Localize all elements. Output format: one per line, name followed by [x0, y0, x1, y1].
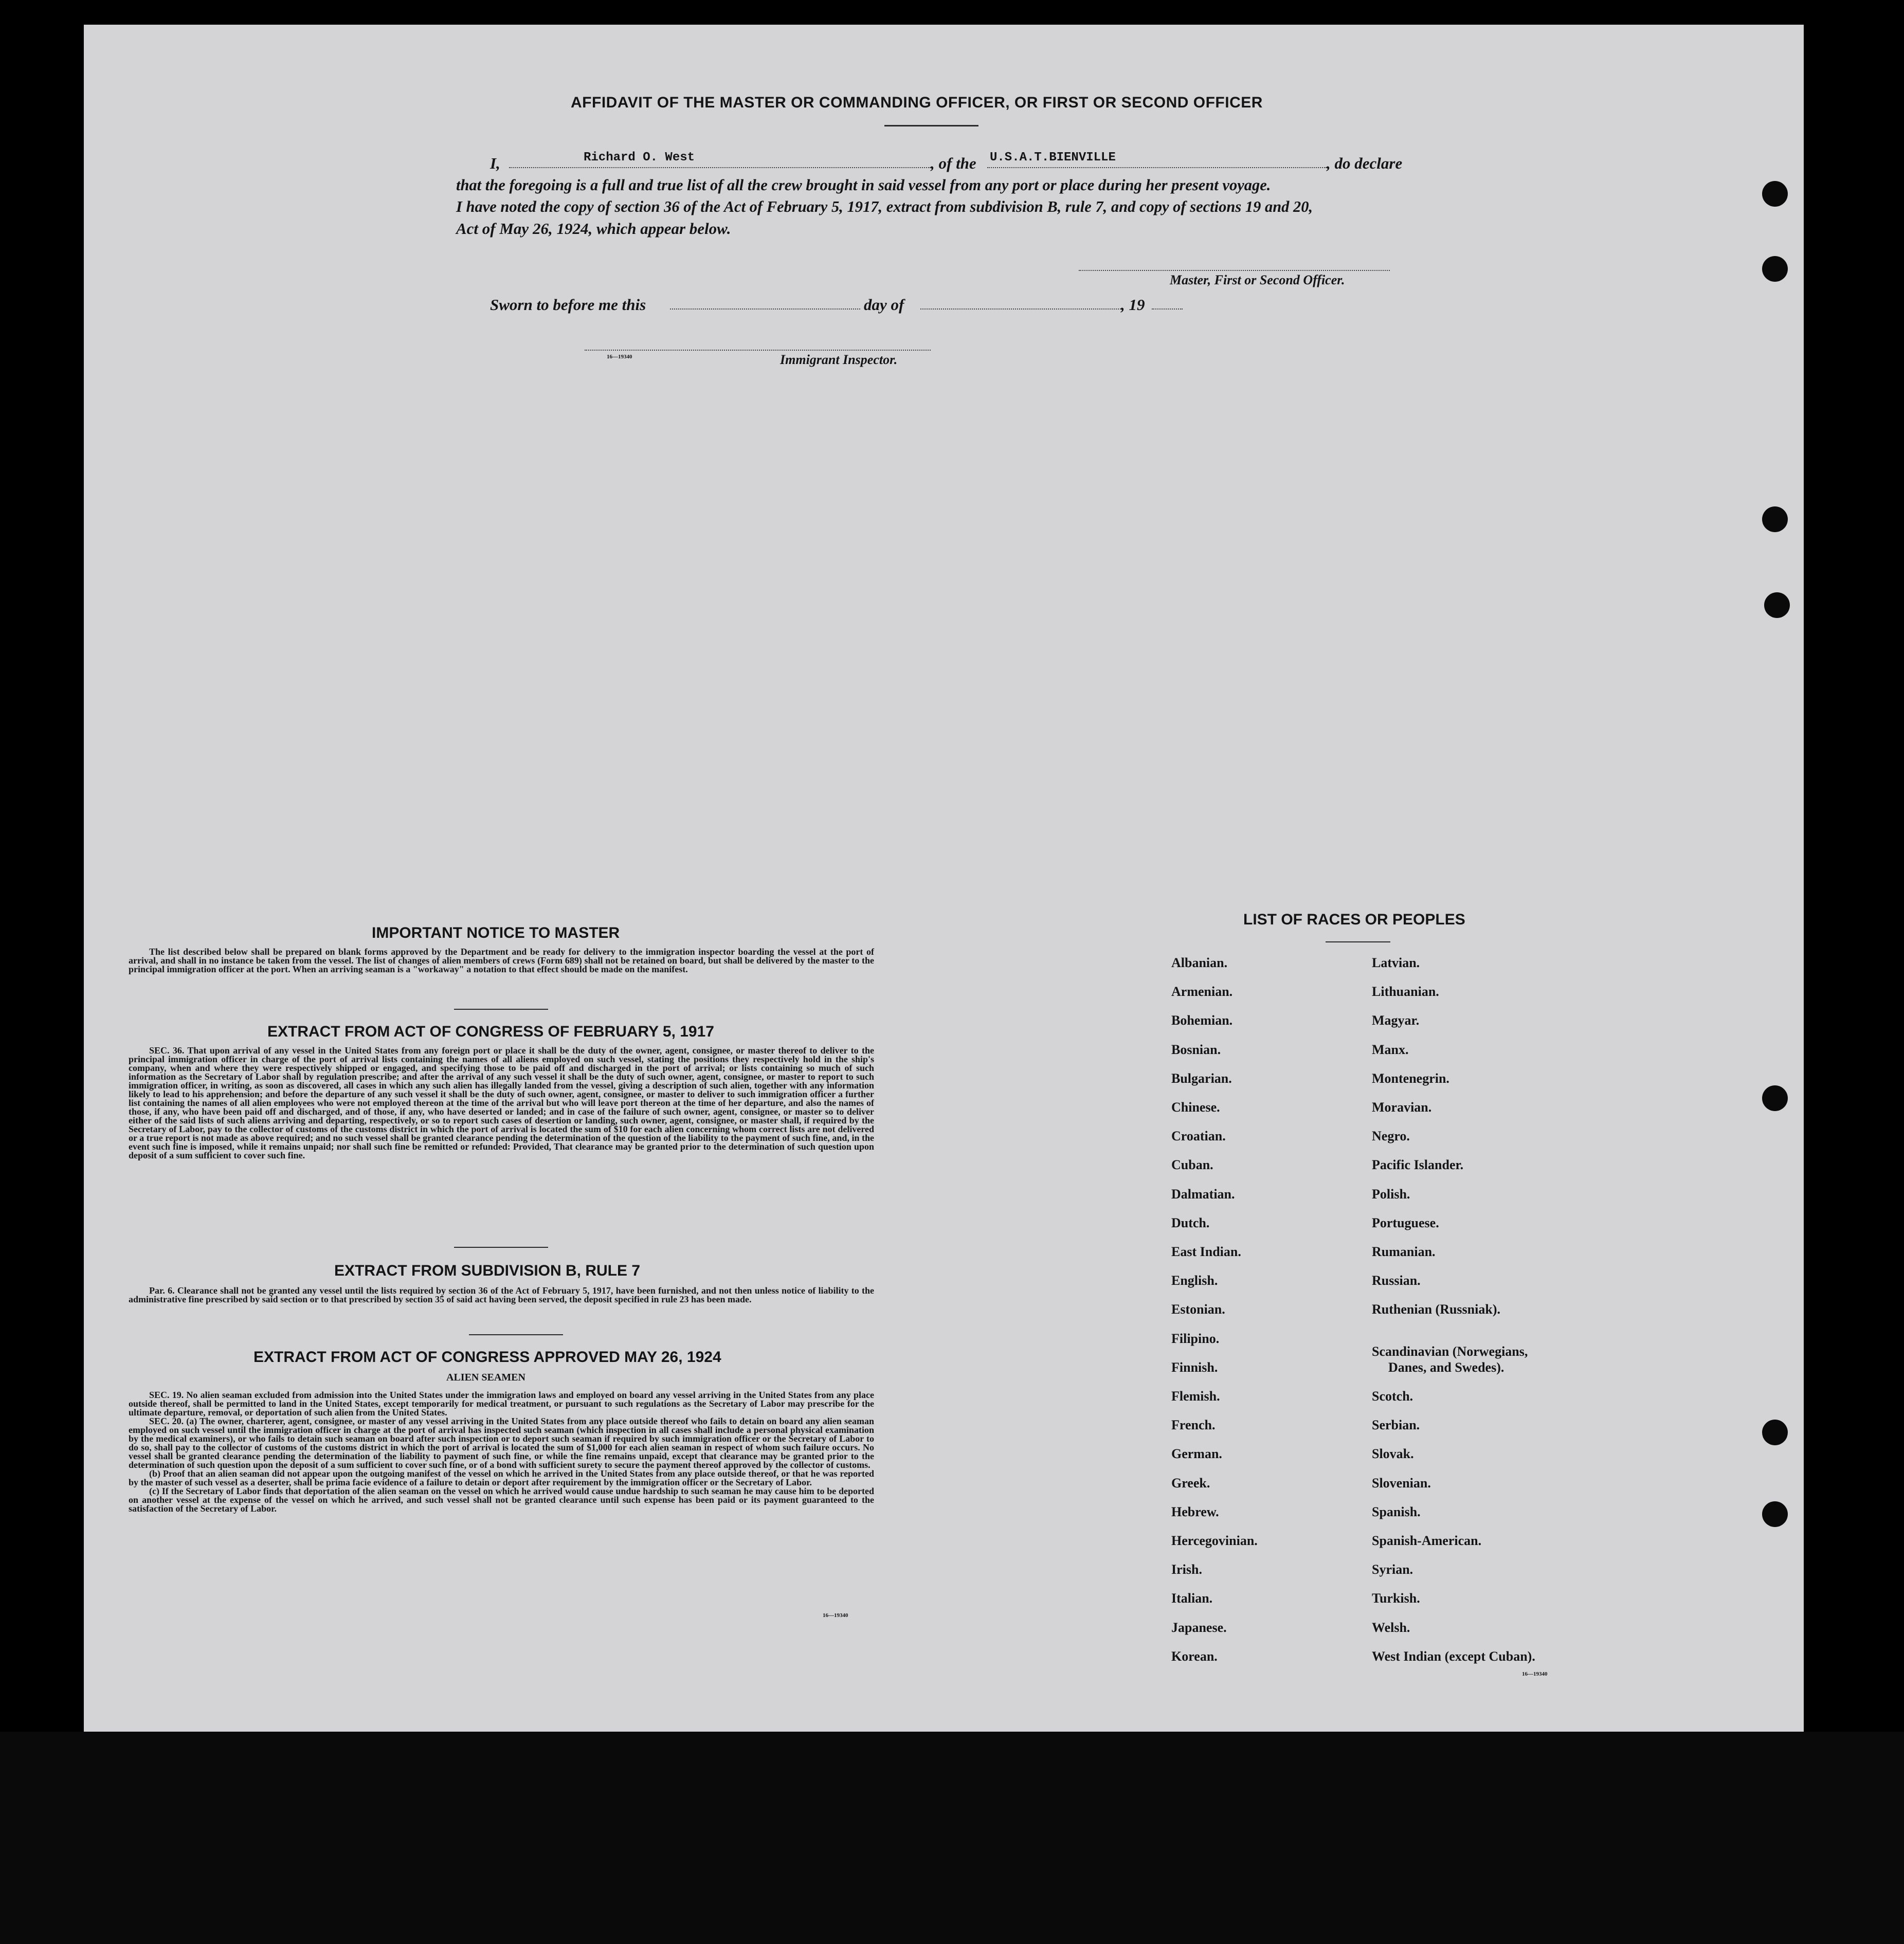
race-item: Russian.: [1372, 1273, 1421, 1288]
sworn-year-line: [1152, 308, 1183, 310]
affidavit-form-number: 16—19340: [607, 354, 632, 360]
race-item: Polish.: [1372, 1186, 1410, 1202]
race-item: Ruthenian (Russniak).: [1372, 1302, 1500, 1317]
race-item: Slovak.: [1372, 1446, 1414, 1462]
race-item: English.: [1171, 1273, 1218, 1288]
sworn-label: Sworn to before me this: [490, 296, 646, 314]
race-item: Flemish.: [1171, 1389, 1220, 1404]
binder-hole: [1762, 1501, 1788, 1527]
affidavit-title: AFFIDAVIT OF THE MASTER OR COMMANDING OFFICER, OR FIRST OR SECOND OFFICER: [571, 94, 1263, 111]
rule-7-text: [129, 1286, 874, 1304]
section-20c-paragraph: (c) If the Secretary of Labor finds that deportation of the alien seaman on the vessel on which he arrived would cause undue hardship to such seaman he may cause him to be deported on another vessel at the expense of the vessel on which he arrived, and such vessel shall not be granted clearance until such expense has been paid or its payment guaranteed to the satisfaction of the Secretary of Labor.: [129, 1486, 874, 1514]
race-item: Chinese.: [1171, 1100, 1220, 1115]
race-item: Albanian.: [1171, 955, 1228, 970]
race-item: Dalmatian.: [1171, 1186, 1235, 1202]
race-item: Hebrew.: [1171, 1504, 1219, 1519]
race-item: Bulgarian.: [1171, 1070, 1232, 1086]
race-item: Finnish.: [1171, 1359, 1218, 1375]
race-item: Welsh.: [1372, 1620, 1410, 1635]
master-name: Richard O. West: [584, 151, 695, 165]
divider: [454, 1247, 548, 1248]
affidavit-line-3: I have noted the copy of section 36 of the Act of February 5, 1917, extract from subdivision B, rule 7, and copy of sections 19 and 20,: [456, 198, 1313, 215]
race-item: Spanish.: [1372, 1504, 1421, 1519]
races-title: LIST OF RACES OR PEOPLES: [1243, 911, 1465, 928]
race-item: Estonian.: [1171, 1302, 1225, 1317]
binder-hole: [1762, 1085, 1788, 1111]
race-item: Hercegovinian.: [1171, 1533, 1258, 1548]
race-item: Latvian.: [1372, 955, 1420, 970]
divider: [469, 1334, 563, 1335]
divider: [1326, 941, 1390, 942]
section-20a-paragraph: SEC. 20. (a) The owner, charterer, agent, consignee, or master of any vessel arriving in the United States from any place outside thereof who fails to detain on board any alien seaman employed on such vessel until the immigration officer in charge at the port of arrival has inspected such seaman (which inspection in all cases shall include a personal physical examination by the medical examiners), or who fails to detain such seaman on board after such inspection or to deport such seaman if required by such immigration officer or the Secretary of Labor to do so, shall pay to the collector of customs of the customs district in which the port of arrival is located the sum of $1,000 for each alien seaman in respect of whom such failure occurs. No vessel shall be granted clearance pending the determination of the liability to payment of such fine, or while the fine remains unpaid, except that clearance may be granted prior to the determination of such question upon the deposit of a sum sufficient to cover such fine, or of a bond with sufficient surety to secure the payment thereof approved by the collector of customs.: [129, 1416, 874, 1470]
sworn-month-line: [920, 308, 1121, 310]
notice-paragraph: The list described below shall be prepared on blank forms approved by the Department and be ready for delivery to the immigration inspector boarding the vessel at the port of arrival, and shall in no instance be taken from the vessel. The list of changes of alien members of crews (Form 689) shall not be retained on board, but shall be delivered by the master to the principal immigration officer at the port. When an arriving seaman is a "workaway" a notation to that effect should be made on the manifest.: [129, 947, 874, 974]
race-item: Portuguese.: [1372, 1215, 1439, 1230]
notice-text: [129, 948, 874, 974]
affidavit-line-2: that the foregoing is a full and true list of all the crew brought in said vessel from any port or place during her present voyage.: [456, 176, 1271, 194]
divider: [884, 125, 978, 126]
race-item: Dutch.: [1171, 1215, 1210, 1230]
name-field-line: [509, 167, 931, 168]
race-item: West Indian (except Cuban).: [1372, 1648, 1535, 1664]
race-item: East Indian.: [1171, 1244, 1241, 1259]
race-item: Negro.: [1372, 1129, 1410, 1144]
race-item: Italian.: [1171, 1591, 1213, 1606]
race-item: Japanese.: [1171, 1620, 1227, 1635]
race-item: Pacific Islander.: [1372, 1157, 1464, 1173]
race-item: Serbian.: [1372, 1418, 1420, 1433]
races-form-number: 16—19340: [1522, 1671, 1548, 1677]
rule-7-title: EXTRACT FROM SUBDIVISION B, RULE 7: [334, 1262, 641, 1279]
race-item: Danes, and Swedes).: [1388, 1359, 1504, 1375]
binder-hole: [1762, 181, 1788, 207]
race-item: Korean.: [1171, 1648, 1218, 1664]
signature-label: Master, First or Second Officer.: [1170, 272, 1345, 287]
race-item: Irish.: [1171, 1562, 1202, 1577]
binder-hole: [1762, 506, 1788, 532]
binder-hole: [1764, 592, 1790, 618]
race-item: Rumanian.: [1372, 1244, 1436, 1259]
affidavit-i: I,: [490, 154, 500, 172]
race-item: Slovenian.: [1372, 1475, 1431, 1491]
race-item: German.: [1171, 1446, 1222, 1462]
section-36-paragraph: SEC. 36. That upon arrival of any vessel in the United States from any foreign port or place it shall be the duty of the owner, agent, consignee, or master thereof to deliver to the principal immigration officer in charge of the port of arrival lists containing the names of all aliens employed on such vessel, stating the positions they respectively hold in the ship's company, when and where they were respectively shipped or engaged, and specifying those to be paid off and discharged in the port of arrival; or lists containing so much of such information as the Secretary of Labor shall by regulation prescribe; and after the arrival of any such vessel it shall be the duty of such owner, agent, consignee, or master to report to such immigration officer, in writing, as soon as discovered, all cases in which any such alien has illegally landed from the vessel, giving a description of such alien, together with any information likely to lead to his apprehension; and before the departure of any such vessel it shall be the duty of such owner, agent, consignee, or master to deliver to such immigration officer a further list containing the names of all alien employees who were not employed thereon at the time of the arrival but who will leave port thereon at the time of her departure, and also the names of those, if any, who have been paid off and discharged, and of those, if any, who have deserted or landed; and in case of the failure of such owner, agent, consignee, or master so to deliver either of the said lists of such aliens arriving and departing, respectively, or so to report such cases of desertion or landing, such owner, agent, consignee, or master shall, if required by the Secretary of Labor, pay to the collector of customs of the customs district in which the port of arrival is located the sum of $10 for each alien concerning whom correct lists are not delivered or a true report is not made as above required; and no such vessel shall be granted clearance pending the determination of the question of the liability to the payment of such fine, and, in the event such fine is imposed, while it remains unpaid; nor shall such fine be remitted or refunded: Provided, That clearance may be granted prior to the determination of such question upon deposit of a sum sufficient to cover such fine.: [129, 1045, 874, 1160]
scan-background: [0, 1732, 1904, 1944]
inspector-signature-line: [585, 350, 931, 351]
race-item: Moravian.: [1372, 1100, 1432, 1115]
race-item: Syrian.: [1372, 1562, 1413, 1577]
signature-line: [1079, 270, 1390, 271]
race-item: Magyar.: [1372, 1013, 1420, 1028]
race-item: Montenegrin.: [1372, 1070, 1449, 1086]
vessel-name: U.S.A.T.BIENVILLE: [990, 151, 1116, 165]
race-item: Scandinavian (Norwegians,: [1372, 1343, 1528, 1359]
race-item: Armenian.: [1171, 984, 1233, 1000]
race-item: Scotch.: [1372, 1389, 1413, 1404]
race-item: Filipino.: [1171, 1331, 1220, 1346]
of-the-label: , of the: [931, 154, 976, 172]
divider: [454, 1009, 548, 1010]
race-item: Lithuanian.: [1372, 984, 1439, 1000]
vessel-field-line: [987, 167, 1327, 168]
section-20b-paragraph: (b) Proof that an alien seaman did not appear upon the outgoing manifest of the vessel on which he arrived in the United States from any place outside thereof, or that he was reported by the master of such vessel as a deserter, shall be prima facie evidence of a failure to detain or deport after requirement by the immigration officer or the Secretary of Labor.: [129, 1468, 874, 1487]
affidavit-line-4: Act of May 26, 1924, which appear below.: [456, 220, 731, 238]
extract-1917-text: [129, 1046, 874, 1160]
day-of-label: day of: [864, 296, 904, 314]
extract-1924-title: EXTRACT FROM ACT OF CONGRESS APPROVED MAY 26, 1924: [253, 1349, 721, 1366]
inspector-label: Immigrant Inspector.: [780, 352, 898, 367]
binder-hole: [1762, 1420, 1788, 1445]
binder-hole: [1762, 256, 1788, 282]
race-item: Bosnian.: [1171, 1042, 1221, 1057]
extract-1917-title: EXTRACT FROM ACT OF CONGRESS OF FEBRUARY 5, 1917: [267, 1023, 714, 1040]
race-item: French.: [1171, 1418, 1216, 1433]
notice-title: IMPORTANT NOTICE TO MASTER: [372, 924, 620, 941]
alien-seamen-subtitle: ALIEN SEAMEN: [446, 1372, 525, 1383]
race-item: Bohemian.: [1171, 1013, 1233, 1028]
race-item: Cuban.: [1171, 1157, 1213, 1173]
race-item: Greek.: [1171, 1475, 1210, 1491]
do-declare-label: , do declare: [1327, 154, 1403, 172]
race-item: Croatian.: [1171, 1129, 1226, 1144]
extract-1924-text: [129, 1391, 874, 1513]
rule-7-paragraph: Par. 6. Clearance shall not be granted any vessel until the lists required by section 36 of the Act of February 5, 1917, have been furnished, and not then unless notice of liability to the administrative fine prescribed by said section or to that prescribed by section 35 of said act having been served, the deposit specified in rule 23 has been made.: [129, 1285, 874, 1304]
year-label: , 19: [1121, 296, 1145, 314]
extract-form-number: 16—19340: [823, 1612, 848, 1619]
race-item: Spanish-American.: [1372, 1533, 1482, 1548]
race-item: Turkish.: [1372, 1591, 1420, 1606]
race-item: Manx.: [1372, 1042, 1409, 1057]
sworn-day-line: [670, 308, 860, 310]
section-19-paragraph: SEC. 19. No alien seaman excluded from admission into the United States under the immigration laws and employed on board any vessel arriving in the United States from any place outside thereof, shall be permitted to land in the United States, except temporarily for medical treatment, or pursuant to such regulations as the Secretary of Labor may prescribe for the ultimate departure, removal, or deportation of such alien from the United States.: [129, 1390, 874, 1418]
